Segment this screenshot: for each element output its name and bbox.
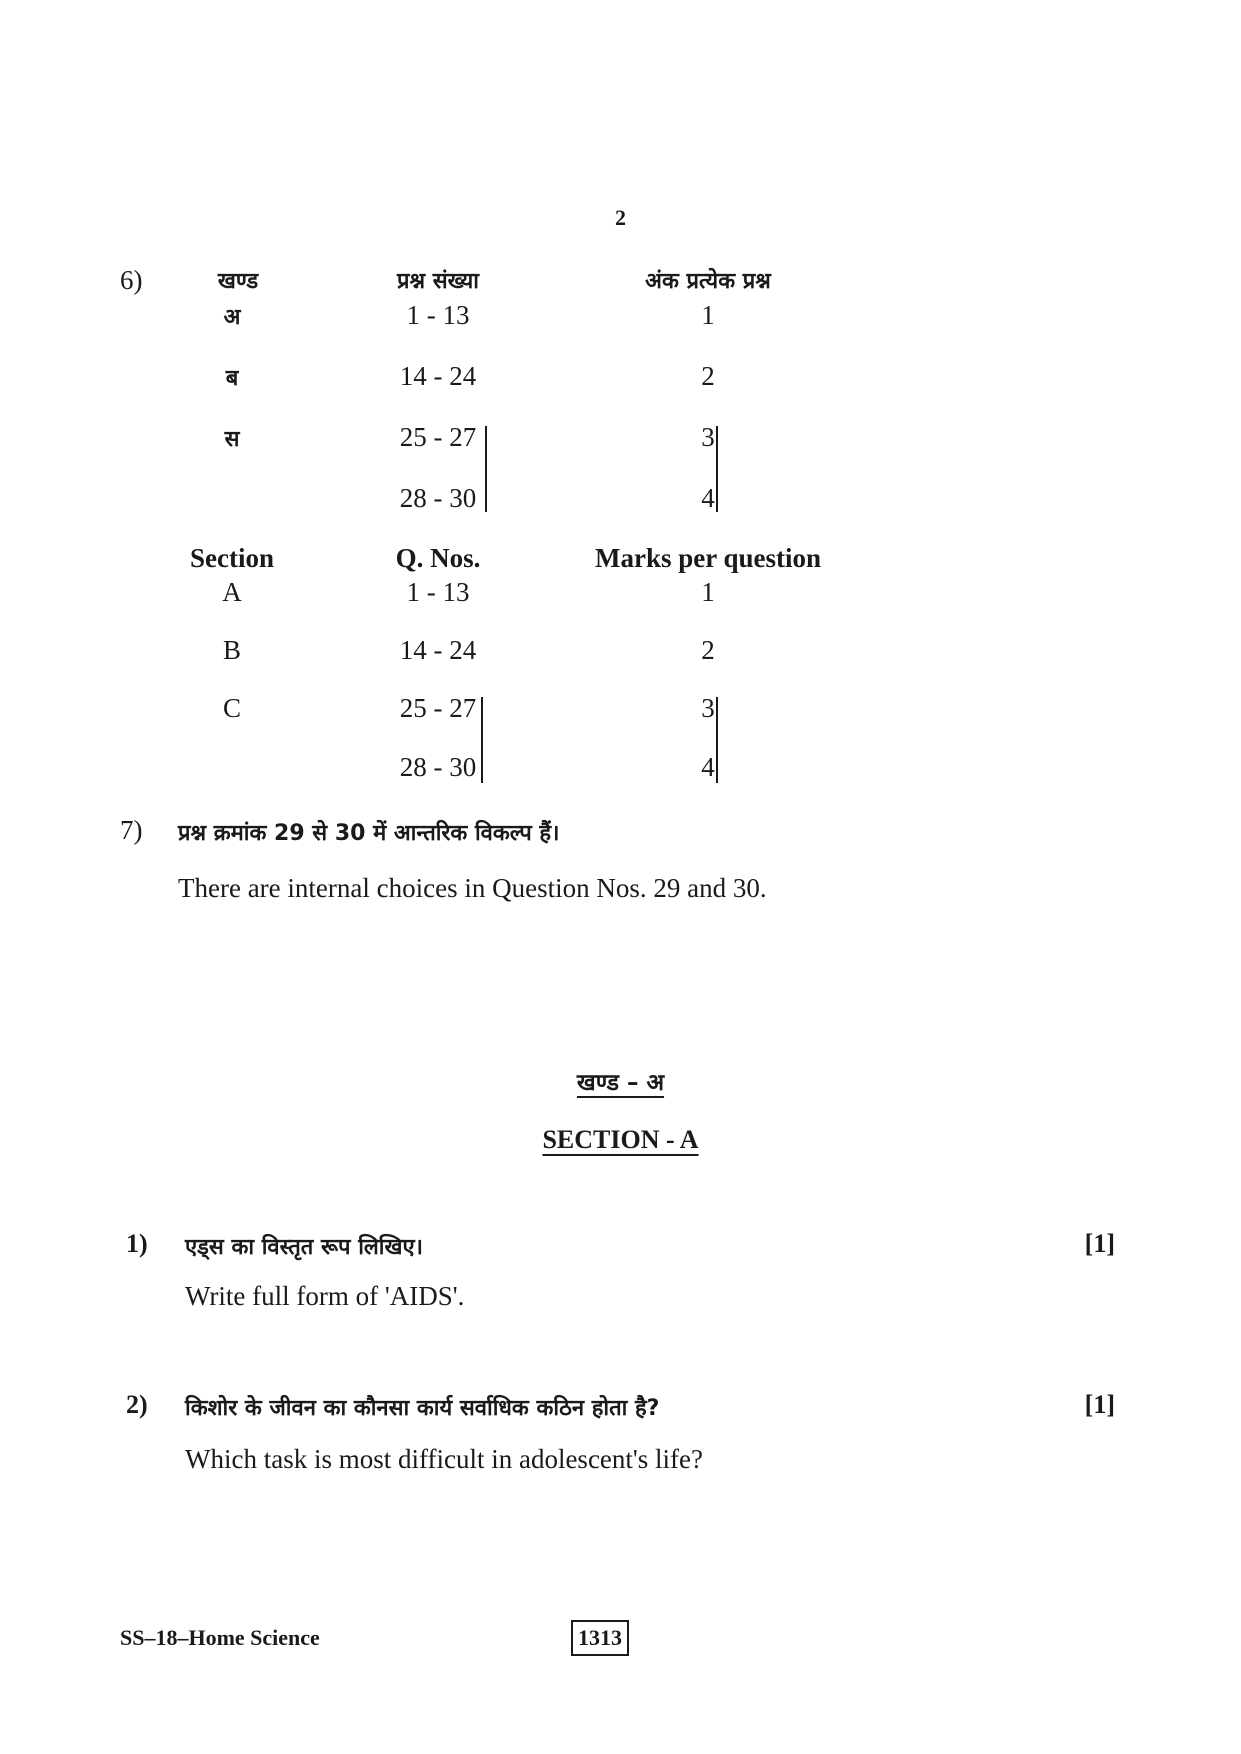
item-7-english: There are internal choices in Question Nos. 29 and 30. <box>178 873 767 903</box>
hindi-marks-bracket-line <box>716 426 718 512</box>
english-row-1-qnos: 1 - 13 <box>406 577 470 607</box>
hindi-row-3-marks: 3 <box>701 422 715 452</box>
english-row-2-section: B <box>222 635 242 665</box>
hindi-row-2-section: ब <box>225 366 239 391</box>
question-2-number: 2) <box>126 1390 148 1419</box>
english-qnos-bracket-line <box>481 697 483 783</box>
english-row-3-qnos: 25 - 27 <box>399 693 477 723</box>
hindi-header-qnos: प्रश्न संख्या <box>397 269 479 294</box>
page-number: 2 <box>615 205 626 230</box>
english-marks-bracket-line <box>716 697 718 783</box>
hindi-row-3-section: स <box>224 427 240 452</box>
item-6-number: 6) <box>120 265 143 295</box>
footer-paper-name: SS–18–Home Science <box>120 1625 320 1650</box>
english-row-4-marks: 4 <box>701 752 715 782</box>
english-row-1-marks: 1 <box>701 577 715 607</box>
english-row-4-qnos: 28 - 30 <box>399 752 477 782</box>
question-2-hindi: किशोर के जीवन का कौनसा कार्य सर्वाधिक कठिन होता है? <box>185 1396 660 1421</box>
hindi-row-2-marks: 2 <box>701 361 715 391</box>
question-1-marks: [1] <box>1084 1229 1115 1258</box>
hindi-row-4-marks: 4 <box>701 483 715 513</box>
hindi-row-1-marks: 1 <box>701 300 715 330</box>
english-row-3-marks: 3 <box>701 693 715 723</box>
english-header-marks: Marks per question <box>594 543 822 573</box>
section-heading-english <box>0 1125 1241 1155</box>
section-heading-english-text: SECTION - A <box>542 1125 699 1154</box>
english-row-2-qnos: 14 - 24 <box>399 635 477 665</box>
english-row-3-section: C <box>222 693 242 723</box>
item-7-hindi: प्रश्न क्रमांक 29 से 30 में आन्तरिक विकल्प हैं। <box>178 821 560 846</box>
hindi-row-2-qnos: 14 - 24 <box>399 361 477 391</box>
question-2-english: Which task is most difficult in adolescent's life? <box>185 1444 703 1474</box>
question-1-number: 1) <box>126 1229 148 1258</box>
hindi-row-4-qnos: 28 - 30 <box>399 483 477 513</box>
hindi-row-1-qnos: 1 - 13 <box>406 300 470 330</box>
english-row-1-section: A <box>222 577 242 607</box>
section-heading-hindi <box>0 1065 1241 1097</box>
english-header-qnos: Q. Nos. <box>395 543 481 573</box>
item-7-number: 7) <box>120 815 143 845</box>
english-row-2-marks: 2 <box>701 635 715 665</box>
hindi-qnos-bracket-line <box>485 426 487 512</box>
footer-code-box: 1313 <box>571 1620 629 1656</box>
hindi-row-1-section: अ <box>223 305 241 330</box>
question-1-hindi: एड्स का विस्तृत रूप लिखिए। <box>185 1235 424 1260</box>
question-1-english: Write full form of 'AIDS'. <box>185 1281 465 1311</box>
hindi-header-section: खण्ड <box>217 269 259 294</box>
question-2-marks: [1] <box>1084 1390 1115 1419</box>
section-heading-hindi-text: खण्ड – अ <box>576 1070 665 1096</box>
hindi-header-marks: अंक प्रत्येक प्रश्न <box>645 269 771 294</box>
hindi-row-3-qnos: 25 - 27 <box>399 422 477 452</box>
english-header-section: Section <box>190 543 274 573</box>
